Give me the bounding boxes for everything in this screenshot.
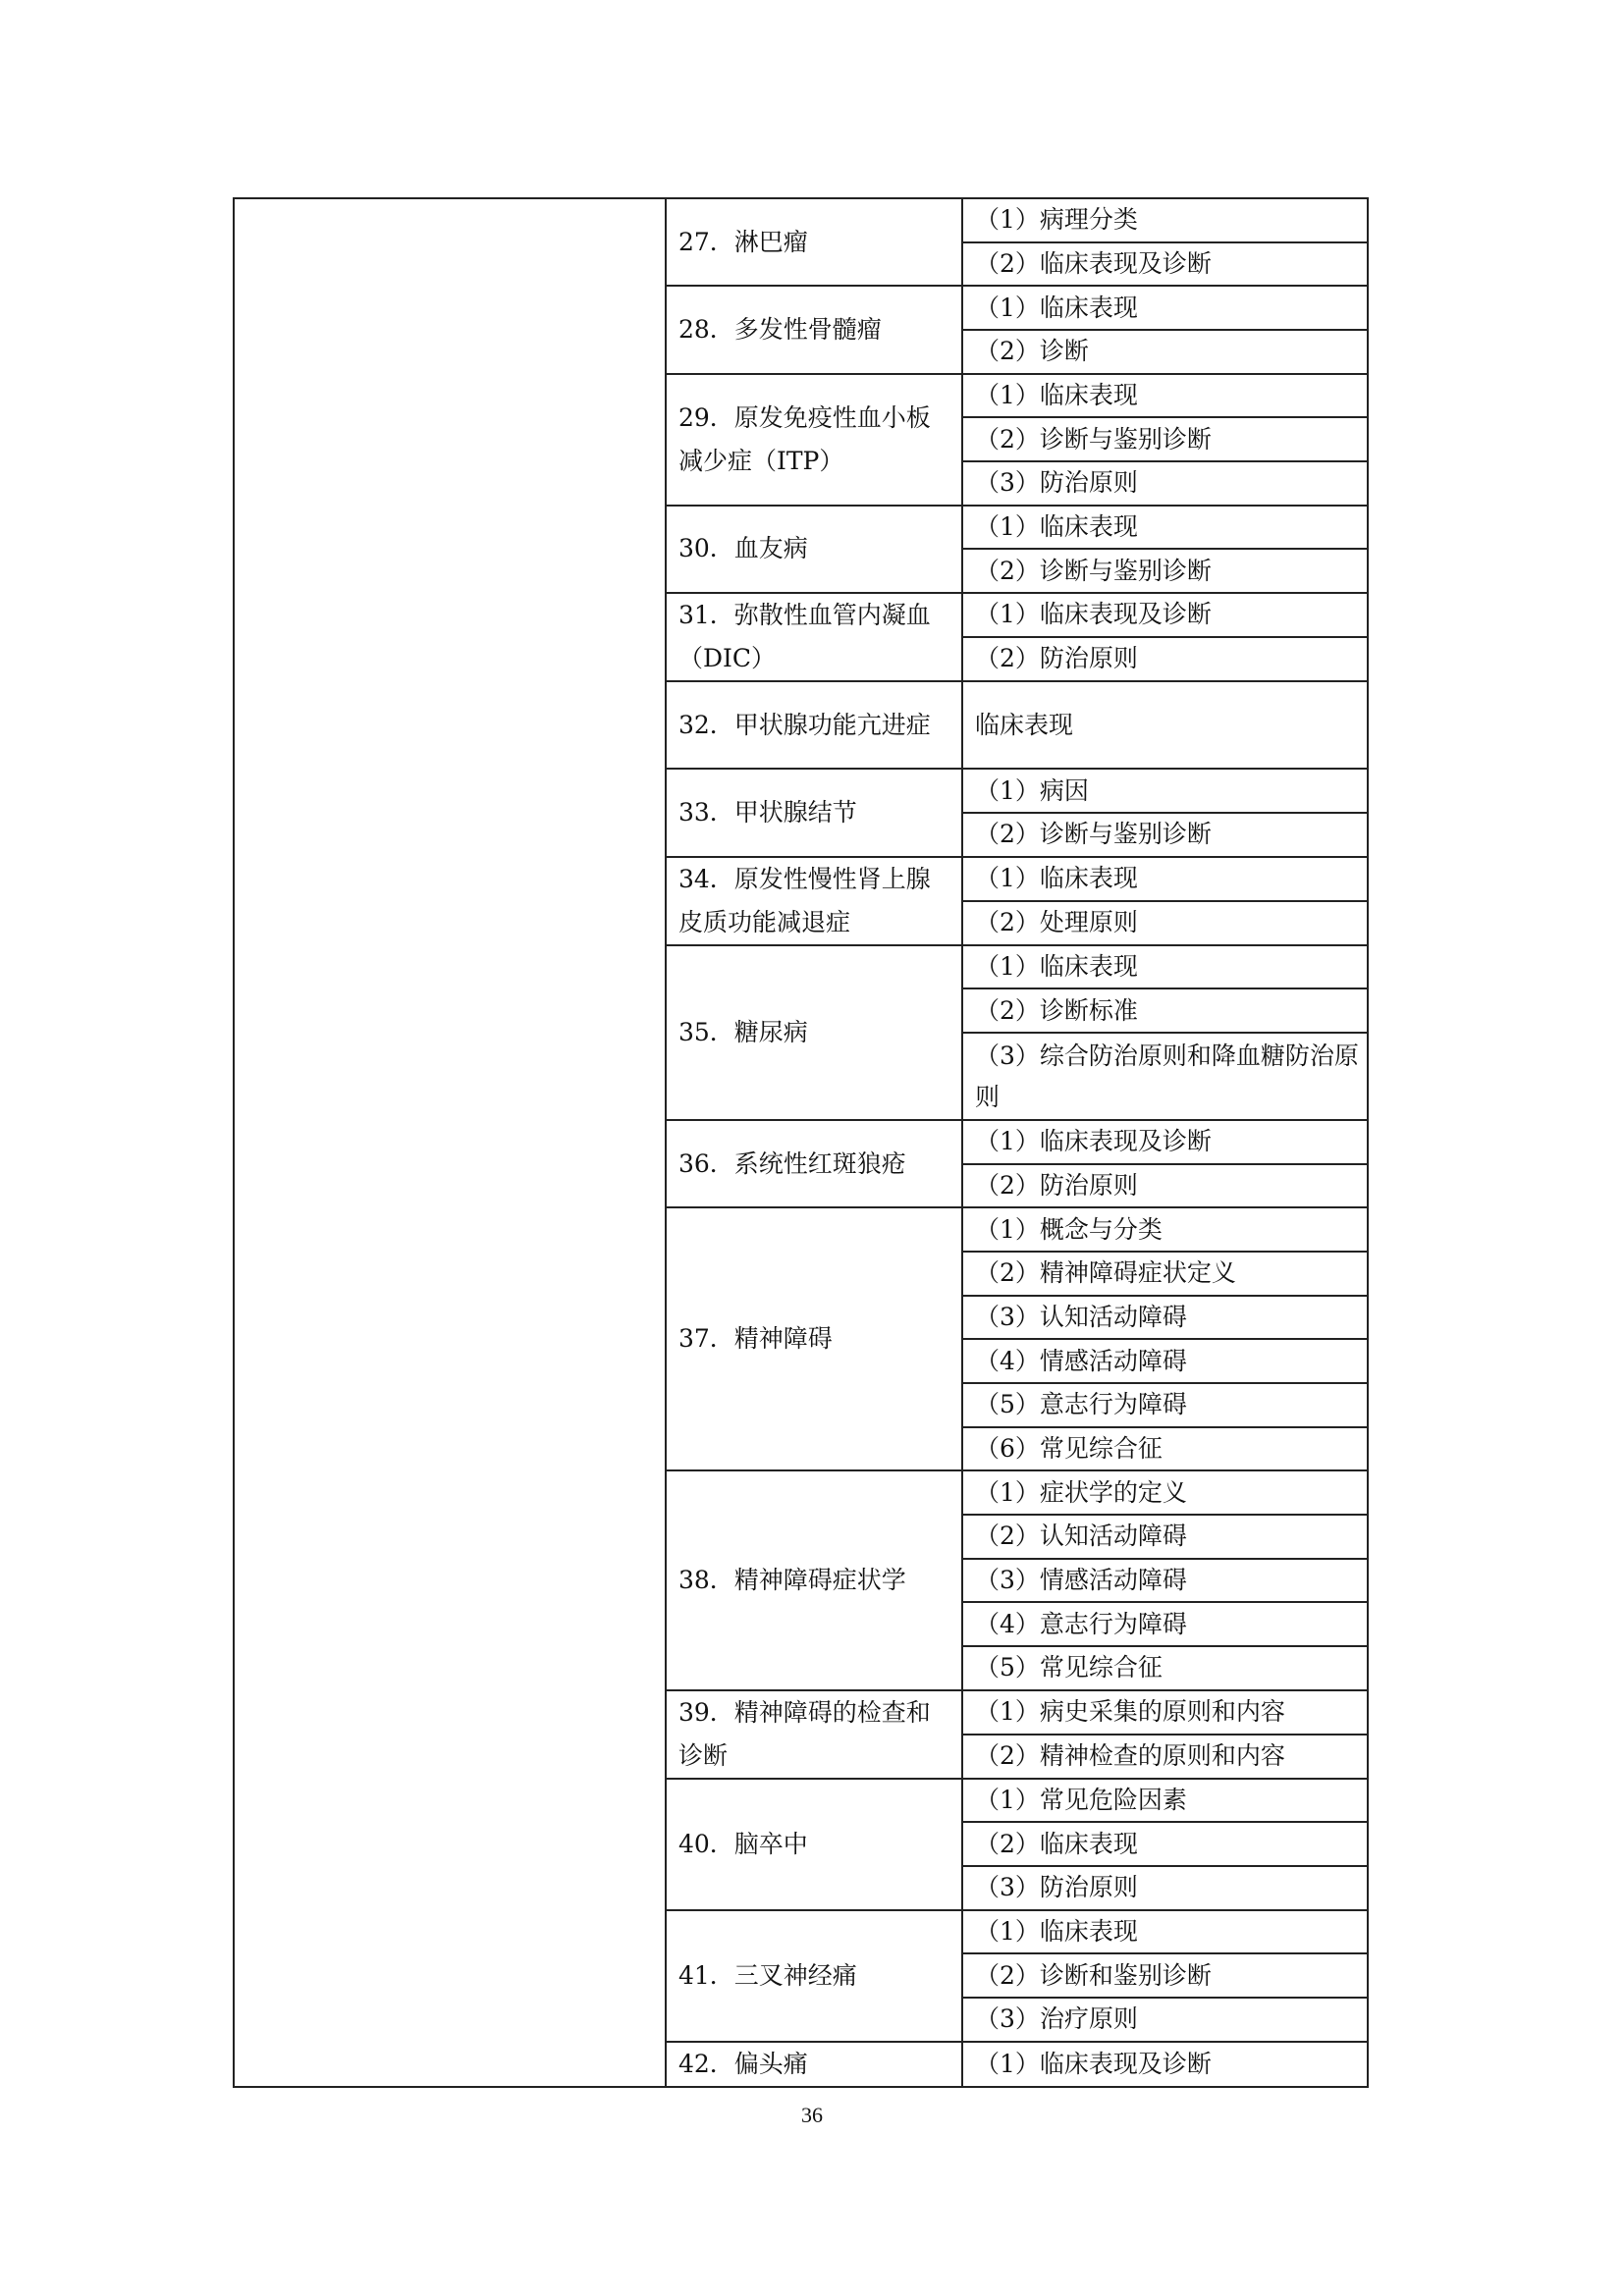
- topic-cell: [666, 1779, 962, 1910]
- subtopic-item: （3）防治原则: [975, 1873, 1138, 1902]
- subtopic-item: （1）临床表现: [975, 293, 1138, 322]
- subtopic-item: （4）情感活动障碍: [975, 1346, 1187, 1375]
- topic-cell: [666, 681, 962, 769]
- subtopic-item: （2）精神检查的原则和内容: [975, 1741, 1285, 1771]
- topic-cell: [666, 1690, 962, 1779]
- subtopic-cell: [962, 1779, 1368, 1823]
- subtopic-cell: [962, 901, 1368, 945]
- subtopic-item: （3）情感活动障碍: [975, 1566, 1187, 1595]
- topic-cell: [666, 286, 962, 373]
- subtopic-cell: [962, 1866, 1368, 1910]
- subtopic-cell: [962, 1998, 1368, 2042]
- subtopic-cell: [962, 198, 1368, 242]
- subtopic-cell: [962, 242, 1368, 287]
- subtopic-item: （5）常见综合征: [975, 1653, 1163, 1682]
- topic-cell: [666, 945, 962, 1121]
- subtopic-cell: [962, 1910, 1368, 1954]
- subtopic-item: （3）综合防治原则和降血糖防治原则: [975, 1041, 1359, 1111]
- subtopic-item: （1）病因: [975, 775, 1089, 805]
- subtopic-item: （2）诊断与鉴别诊断: [975, 556, 1212, 585]
- subtopic-cell: [962, 461, 1368, 506]
- topic-cell: [666, 374, 962, 506]
- subtopic-item: （1）临床表现: [975, 380, 1138, 409]
- subtopic-item: （5）意志行为障碍: [975, 1390, 1187, 1419]
- topic-title: 41．三叉神经痛: [678, 1960, 857, 1990]
- topic-title: 35．糖尿病: [678, 1017, 808, 1046]
- topic-title: 42．偏头痛: [678, 2049, 808, 2078]
- subtopic-cell: [962, 1252, 1368, 1296]
- subtopic-cell: [962, 1515, 1368, 1559]
- subtopic-cell: [962, 1602, 1368, 1646]
- subtopic-item: （2）诊断和鉴别诊断: [975, 1960, 1212, 1990]
- subtopic-cell: [962, 1690, 1368, 1735]
- subtopic-item: （2）精神障碍症状定义: [975, 1258, 1236, 1288]
- subtopic-cell: [962, 769, 1368, 813]
- topic-title: 30．血友病: [678, 534, 808, 563]
- subtopic-item: （3）治疗原则: [975, 2004, 1138, 2034]
- subtopic-item: （1）病理分类: [975, 205, 1138, 235]
- subtopic-cell: [962, 1559, 1368, 1603]
- subtopic-item: （2）防治原则: [975, 644, 1138, 673]
- subtopic-cell: [962, 549, 1368, 593]
- topic-title: 27．淋巴瘤: [678, 227, 808, 256]
- topic-title: 28．多发性骨髓瘤: [678, 314, 882, 344]
- topic-cell: [666, 1120, 962, 1207]
- subtopic-item: （4）意志行为障碍: [975, 1609, 1187, 1638]
- topic-title: 40．脑卒中: [678, 1829, 808, 1858]
- topic-cell: [666, 1207, 962, 1470]
- subtopic-item: （2）诊断与鉴别诊断: [975, 820, 1212, 849]
- category-cell: [234, 198, 666, 2087]
- subtopic-cell: [962, 1164, 1368, 1208]
- subtopic-item: 临床表现: [975, 710, 1074, 739]
- subtopic-item: （6）常见综合征: [975, 1434, 1163, 1464]
- topic-title: 33．甲状腺结节: [678, 797, 857, 827]
- topic-title: 38．精神障碍症状学: [678, 1566, 906, 1595]
- topic-cell: [666, 506, 962, 593]
- subtopic-item: （1）症状学的定义: [975, 1477, 1187, 1507]
- page-number: 36: [801, 2103, 823, 2127]
- subtopic-item: （1）概念与分类: [975, 1214, 1163, 1244]
- subtopic-cell: [962, 1383, 1368, 1427]
- topic-title: 37．精神障碍: [678, 1324, 833, 1354]
- topic-title: 29．原发免疫性血小板减少症（ITP）: [678, 402, 931, 475]
- subtopic-cell: [962, 374, 1368, 418]
- topic-cell: [666, 1470, 962, 1689]
- subtopic-item: （1）临床表现及诊断: [975, 600, 1212, 629]
- topic-cell: [666, 593, 962, 681]
- topic-cell: [666, 198, 962, 286]
- subtopic-cell: [962, 1646, 1368, 1690]
- subtopic-item: （1）临床表现: [975, 864, 1138, 893]
- syllabus-table: [233, 197, 1369, 2088]
- subtopic-cell: [962, 330, 1368, 374]
- subtopic-item: （2）临床表现: [975, 1829, 1138, 1858]
- subtopic-item: （1）临床表现及诊断: [975, 2049, 1212, 2078]
- subtopic-cell: [962, 1339, 1368, 1383]
- subtopic-cell: [962, 637, 1368, 681]
- subtopic-item: （2）诊断与鉴别诊断: [975, 424, 1212, 454]
- subtopic-item: （2）临床表现及诊断: [975, 248, 1212, 278]
- subtopic-cell: [962, 286, 1368, 330]
- subtopic-cell: [962, 1120, 1368, 1164]
- topic-title: 32．甲状腺功能亢进症: [678, 710, 931, 739]
- subtopic-cell: [962, 1953, 1368, 1998]
- subtopic-cell: [962, 988, 1368, 1033]
- subtopic-cell: [962, 1735, 1368, 1779]
- topic-title: 31．弥散性血管内凝血（DIC）: [678, 600, 931, 672]
- subtopic-cell: [962, 2042, 1368, 2087]
- subtopic-item: （2）诊断: [975, 337, 1089, 366]
- topic-cell: [666, 1910, 962, 2042]
- subtopic-cell: [962, 506, 1368, 550]
- topic-title: 34．原发性慢性肾上腺皮质功能减退症: [678, 864, 931, 936]
- subtopic-cell: [962, 1470, 1368, 1515]
- topic-cell: [666, 2042, 962, 2087]
- subtopic-item: （2）认知活动障碍: [975, 1522, 1187, 1551]
- subtopic-item: （1）常见危险因素: [975, 1786, 1187, 1815]
- topic-title: 39．精神障碍的检查和诊断: [678, 1697, 931, 1770]
- subtopic-cell: [962, 857, 1368, 901]
- subtopic-item: （3）防治原则: [975, 468, 1138, 498]
- subtopic-item: （2）防治原则: [975, 1171, 1138, 1201]
- subtopic-item: （1）临床表现及诊断: [975, 1127, 1212, 1156]
- topic-title: 36．系统性红斑狼疮: [678, 1148, 906, 1178]
- topic-cell: [666, 857, 962, 945]
- subtopic-item: （1）临床表现: [975, 511, 1138, 541]
- subtopic-cell: [962, 1427, 1368, 1471]
- subtopic-item: （2）诊断标准: [975, 995, 1138, 1025]
- subtopic-item: （2）处理原则: [975, 908, 1138, 937]
- topic-cell: [666, 769, 962, 856]
- subtopic-item: （1）病史采集的原则和内容: [975, 1697, 1285, 1727]
- subtopic-item: （3）认知活动障碍: [975, 1303, 1187, 1332]
- subtopic-cell: [962, 593, 1368, 637]
- subtopic-cell: [962, 813, 1368, 857]
- subtopic-cell: [962, 1033, 1368, 1120]
- subtopic-cell: [962, 1207, 1368, 1252]
- subtopic-cell: [962, 417, 1368, 461]
- subtopic-item: （1）临床表现: [975, 1916, 1138, 1946]
- subtopic-cell: [962, 1296, 1368, 1340]
- subtopic-cell: [962, 681, 1368, 769]
- subtopic-cell: [962, 945, 1368, 989]
- subtopic-cell: [962, 1822, 1368, 1866]
- subtopic-item: （1）临床表现: [975, 951, 1138, 981]
